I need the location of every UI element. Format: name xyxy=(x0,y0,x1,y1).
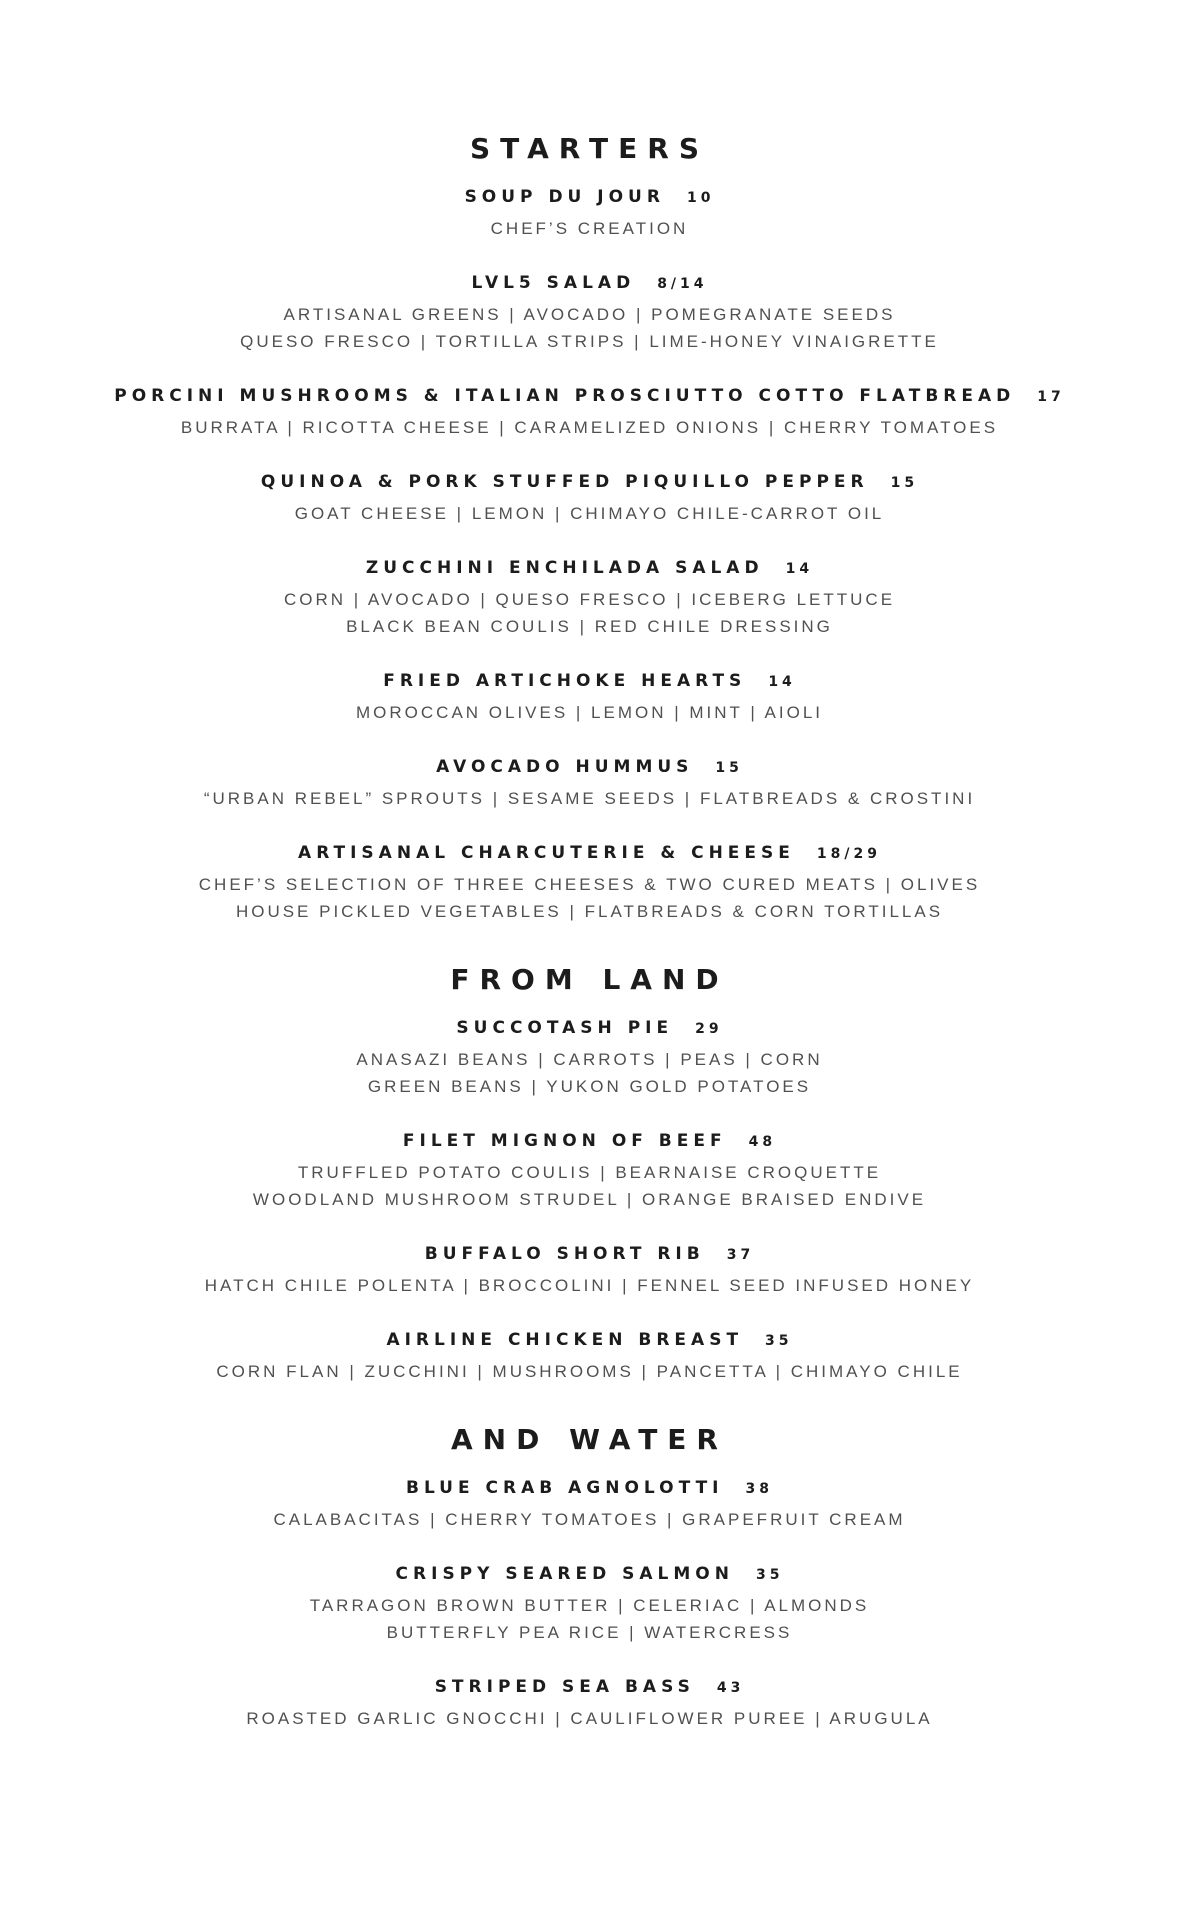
menu-item xyxy=(0,1477,1179,1533)
item-price: 43 xyxy=(716,1680,745,1696)
menu-item xyxy=(0,186,1179,242)
item-name: ZUCCHINI ENCHILADA SALAD xyxy=(365,558,764,578)
menu-item xyxy=(0,1017,1179,1100)
item-price: 8/14 xyxy=(657,276,708,292)
item-description: BURRATA | RICOTTA CHEESE | CARAMELIZED ONIONS | CHERRY TOMATOES xyxy=(180,418,999,437)
item-name: STRIPED SEA BASS xyxy=(434,1677,695,1697)
section-and-water xyxy=(0,1423,1179,1732)
item-name: FILET MIGNON OF BEEF xyxy=(402,1131,727,1151)
item-price: 35 xyxy=(755,1567,784,1583)
menu-item xyxy=(0,557,1179,640)
item-description: CORN | AVOCADO | QUESO FRESCO | ICEBERG LETTUCE BLACK BEAN COULIS | RED CHILE DRESSING xyxy=(283,590,896,636)
item-name: BUFFALO SHORT RIB xyxy=(424,1244,705,1264)
section-title: AND WATER xyxy=(450,1423,728,1456)
item-description: TARRAGON BROWN BUTTER | CELERIAC | ALMONDS BUTTERFLY PEA RICE | WATERCRESS xyxy=(309,1596,870,1642)
section-from-land xyxy=(0,963,1179,1385)
item-description: CHEF’S CREATION xyxy=(490,219,689,238)
item-name: PORCINI MUSHROOMS & ITALIAN PROSCIUTTO COTTO FLATBREAD xyxy=(114,386,1016,406)
item-name: SOUP DU JOUR xyxy=(464,187,665,207)
item-name: SUCCOTASH PIE xyxy=(456,1018,674,1038)
item-price: 35 xyxy=(765,1333,793,1349)
menu-item xyxy=(0,272,1179,355)
item-description: CALABACITAS | CHERRY TOMATOES | GRAPEFRUIT CREAM xyxy=(273,1510,906,1529)
item-price: 18/29 xyxy=(816,846,881,862)
menu-item xyxy=(0,1329,1179,1385)
item-description: HATCH CHILE POLENTA | BROCCOLINI | FENNEL SEED INFUSED HONEY xyxy=(204,1276,975,1295)
item-description: “URBAN REBEL” SPROUTS | SESAME SEEDS | FLATBREADS & CROSTINI xyxy=(203,789,976,808)
menu-item xyxy=(0,1676,1179,1732)
item-price: 17 xyxy=(1037,389,1065,405)
item-name: LVL5 SALAD xyxy=(471,273,636,293)
item-name: ARTISANAL CHARCUTERIE & CHEESE xyxy=(298,843,795,863)
menu-item xyxy=(0,842,1179,925)
item-name: QUINOA & PORK STUFFED PIQUILLO PEPPER xyxy=(260,472,869,492)
item-price: 15 xyxy=(715,760,743,776)
item-price: 37 xyxy=(726,1247,755,1263)
item-name: CRISPY SEARED SALMON xyxy=(395,1564,734,1584)
item-name: AVOCADO HUMMUS xyxy=(436,757,694,777)
item-price: 14 xyxy=(768,674,796,690)
section-title: FROM LAND xyxy=(450,963,729,996)
menu-item xyxy=(0,1243,1179,1299)
menu-item xyxy=(0,1563,1179,1646)
item-description: ANASAZI BEANS | CARROTS | PEAS | CORN GREEN BEANS | YUKON GOLD POTATOES xyxy=(356,1050,823,1096)
item-description: ARTISANAL GREENS | AVOCADO | POMEGRANATE SEEDS QUESO FRESCO | TORTILLA STRIPS | LIME-HONEY VINAIGRETTE xyxy=(240,305,939,351)
section-title: STARTERS xyxy=(469,132,710,165)
item-name: AIRLINE CHICKEN BREAST xyxy=(386,1330,744,1350)
item-name: BLUE CRAB AGNOLOTTI xyxy=(406,1478,724,1498)
item-price: 10 xyxy=(686,190,715,206)
item-price: 48 xyxy=(748,1134,777,1150)
item-price: 14 xyxy=(785,561,814,577)
item-price: 29 xyxy=(695,1021,723,1037)
item-description: MOROCCAN OLIVES | LEMON | MINT | AIOLI xyxy=(356,703,823,722)
menu-item xyxy=(0,756,1179,812)
menu-item xyxy=(0,1130,1179,1213)
item-description: TRUFFLED POTATO COULIS | BEARNAISE CROQUETTE WOODLAND MUSHROOM STRUDEL | ORANGE BRAISED ENDIVE xyxy=(252,1163,927,1209)
item-name: FRIED ARTICHOKE HEARTS xyxy=(383,671,747,691)
menu-item xyxy=(0,385,1179,441)
menu-item xyxy=(0,670,1179,726)
item-description: CHEF’S SELECTION OF THREE CHEESES & TWO CURED MEATS | OLIVES HOUSE PICKLED VEGETABLES | FLATBREADS & CORN TORTILLAS xyxy=(198,875,981,921)
section-starters xyxy=(0,132,1179,925)
item-description: GOAT CHEESE | LEMON | CHIMAYO CHILE-CARROT OIL xyxy=(294,504,885,523)
item-description: CORN FLAN | ZUCCHINI | MUSHROOMS | PANCETTA | CHIMAYO CHILE xyxy=(216,1362,963,1381)
item-price: 15 xyxy=(890,475,919,491)
item-price: 38 xyxy=(745,1481,773,1497)
menu-item xyxy=(0,471,1179,527)
item-description: ROASTED GARLIC GNOCCHI | CAULIFLOWER PUREE | ARUGULA xyxy=(246,1709,933,1728)
